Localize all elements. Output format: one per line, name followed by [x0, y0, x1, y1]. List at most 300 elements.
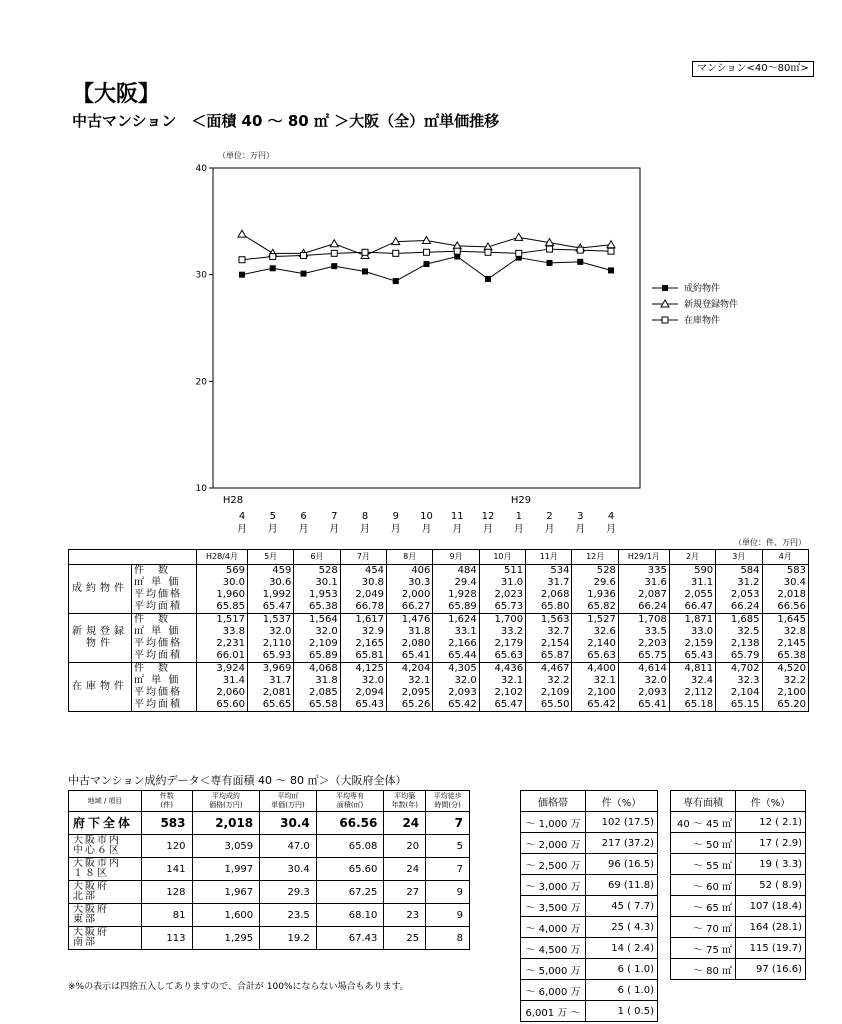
- row-label: 件 数: [132, 663, 197, 676]
- summary-cell: 7: [426, 858, 470, 881]
- table-cell: 1,537: [247, 614, 293, 627]
- summary-cell: 65.08: [316, 835, 384, 858]
- table-cell: 32.0: [247, 626, 293, 638]
- x-tick-label: 5: [269, 511, 276, 522]
- x-tick-label: 6: [300, 511, 307, 522]
- data-point: [515, 233, 523, 240]
- data-point: [577, 259, 583, 265]
- x-tick-label: 7: [331, 511, 338, 522]
- table-cell: 2,100: [572, 687, 618, 699]
- table-cell: 66.01: [197, 650, 248, 663]
- table-cell: 31.8: [294, 675, 340, 687]
- table-cell: 2,023: [479, 589, 525, 601]
- band-value: 1 ( 0.5): [586, 1001, 658, 1022]
- row-label: 平均価格: [132, 687, 197, 699]
- summary-cell: 8: [426, 927, 470, 950]
- y-tick-label: 30: [195, 270, 207, 281]
- table-cell: 4,702: [716, 663, 762, 676]
- table-cell: 1,936: [572, 589, 618, 601]
- plot-area: [213, 168, 640, 488]
- band-value: 19 ( 3.3): [736, 854, 806, 875]
- summary-cell: 23: [384, 904, 426, 927]
- data-point: [270, 254, 276, 260]
- table-cell: 2,081: [247, 687, 293, 699]
- summary-cell: 67.25: [316, 881, 384, 904]
- table-cell: 2,165: [340, 638, 386, 650]
- table-cell: 1,476: [387, 614, 433, 627]
- summary-region: 大阪府 北部: [69, 881, 142, 904]
- table-cell: 65.26: [387, 699, 433, 712]
- summary-header: 平均専有 面積(㎡): [316, 791, 384, 812]
- table-cell: 4,068: [294, 663, 340, 676]
- table-cell: 459: [247, 565, 293, 578]
- table-cell: 66.56: [762, 601, 808, 614]
- band-value: 52 ( 8.9): [736, 875, 806, 896]
- band-label: ～ 70 ㎡: [671, 917, 736, 938]
- band-value: 17 ( 2.9): [736, 833, 806, 854]
- x-tick-month: 月: [452, 524, 463, 535]
- summary-cell: 25: [384, 927, 426, 950]
- x-tick-label: 11: [450, 511, 464, 522]
- table-cell: 1,871: [669, 614, 715, 627]
- summary-cell: 5: [426, 835, 470, 858]
- summary-cell: 1,967: [192, 881, 260, 904]
- x-tick-month: 月: [544, 524, 555, 535]
- x-tick-month: 月: [237, 524, 247, 535]
- table-cell: 65.63: [479, 650, 525, 663]
- table-cell: 33.0: [669, 626, 715, 638]
- data-point: [270, 265, 276, 271]
- row-label: 平均価格: [132, 589, 197, 601]
- row-label: 件 数: [132, 565, 197, 578]
- y-tick-label: 20: [195, 377, 207, 388]
- table-cell: 65.44: [433, 650, 479, 663]
- table-corner: [69, 550, 197, 565]
- table-cell: 4,436: [479, 663, 525, 676]
- summary-cell: 1,997: [192, 858, 260, 881]
- column-header: 4月: [762, 550, 808, 565]
- band-label: ～ 3,500 万: [521, 896, 586, 917]
- table-cell: 2,095: [387, 687, 433, 699]
- table-cell: 590: [669, 565, 715, 578]
- table-cell: 335: [618, 565, 669, 578]
- table-cell: 1,708: [618, 614, 669, 627]
- column-header: 12月: [572, 550, 618, 565]
- x-tick-month: 月: [298, 524, 309, 535]
- table-cell: 32.9: [340, 626, 386, 638]
- table-cell: 32.0: [433, 675, 479, 687]
- table-cell: 1,685: [716, 614, 762, 627]
- x-tick-month: 月: [513, 524, 524, 535]
- table-cell: 2,018: [762, 589, 808, 601]
- table-cell: 1,564: [294, 614, 340, 627]
- table-cell: 2,145: [762, 638, 808, 650]
- table-cell: 2,093: [618, 687, 669, 699]
- band-header: 件（%）: [736, 791, 806, 812]
- band-label: ～ 5,000 万: [521, 959, 586, 980]
- summary-cell: 19.2: [260, 927, 317, 950]
- band-value: 107 (18.4): [736, 896, 806, 917]
- summary-header: 平均築 年数(年): [384, 791, 426, 812]
- table-cell: 33.2: [479, 626, 525, 638]
- band-label: ～ 4,500 万: [521, 938, 586, 959]
- region-title: 【大阪】: [72, 82, 161, 107]
- table-cell: 2,102: [479, 687, 525, 699]
- table-cell: 1,563: [526, 614, 572, 627]
- x-tick-label: 10: [420, 511, 433, 522]
- band-header: 専有面積: [671, 791, 736, 812]
- table-cell: 4,400: [572, 663, 618, 676]
- row-label: 平均面積: [132, 650, 197, 663]
- summary-header: 平均㎡ 単価(万円): [260, 791, 317, 812]
- column-header: 6月: [294, 550, 340, 565]
- data-point: [331, 250, 337, 256]
- row-label: ㎡ 単 価: [132, 577, 197, 589]
- table-cell: 2,060: [197, 687, 248, 699]
- column-header: 11月: [526, 550, 572, 565]
- table-cell: 2,085: [294, 687, 340, 699]
- band-label: ～ 65 ㎡: [671, 896, 736, 917]
- table-cell: 1,700: [479, 614, 525, 627]
- data-point: [423, 237, 431, 244]
- table-cell: 32.0: [294, 626, 340, 638]
- table-cell: 2,049: [340, 589, 386, 601]
- band-value: 217 (37.2): [586, 833, 658, 854]
- summary-header: 地域 / 項目: [69, 791, 142, 812]
- band-label: 40 ～ 45 ㎡: [671, 812, 736, 833]
- table-cell: 65.63: [572, 650, 618, 663]
- table-cell: 2,231: [197, 638, 248, 650]
- band-value: 164 (28.1): [736, 917, 806, 938]
- table-cell: 4,125: [340, 663, 386, 676]
- x-tick-label: 8: [361, 511, 369, 522]
- x-tick-month: 月: [360, 524, 370, 535]
- y-tick-label: 10: [195, 484, 207, 494]
- table-cell: 31.7: [247, 675, 293, 687]
- summary-cell: 9: [426, 881, 470, 904]
- band-value: 115 (19.7): [736, 938, 806, 959]
- data-point: [301, 252, 307, 258]
- monthly-table: [68, 549, 809, 712]
- data-point: [485, 249, 491, 255]
- band-value: 69 (11.8): [586, 875, 658, 896]
- table-cell: 2,159: [669, 638, 715, 650]
- table-cell: 31.8: [387, 626, 433, 638]
- summary-cell: 128: [142, 881, 193, 904]
- category-tag: マンション<40～80㎡>: [692, 61, 814, 77]
- table-cell: 1,992: [247, 589, 293, 601]
- table-cell: 3,924: [197, 663, 248, 676]
- summary-header: 平均徒歩 時間(分): [426, 791, 470, 812]
- data-point: [516, 250, 522, 256]
- table-cell: 511: [479, 565, 525, 578]
- table-cell: 30.4: [762, 577, 808, 589]
- column-header: H29/1月: [618, 550, 669, 565]
- table-cell: 30.6: [247, 577, 293, 589]
- summary-region: 大阪府 南部: [69, 927, 142, 950]
- table-cell: 65.85: [197, 601, 248, 614]
- table-cell: 65.43: [669, 650, 715, 663]
- summary-cell: 23.5: [260, 904, 317, 927]
- row-group-label: 新規登録物件: [69, 614, 132, 663]
- legend-label: 在庫物件: [684, 316, 721, 326]
- summary-cell: 66.56: [316, 812, 384, 835]
- table-cell: 30.1: [294, 577, 340, 589]
- table-cell: 534: [526, 565, 572, 578]
- table-cell: 2,179: [479, 638, 525, 650]
- summary-cell: 30.4: [260, 858, 317, 881]
- table-cell: 33.8: [197, 626, 248, 638]
- table-cell: 1,645: [762, 614, 808, 627]
- column-header: 8月: [387, 550, 433, 565]
- summary-cell: 67.43: [316, 927, 384, 950]
- y-tick-label: 40: [195, 164, 207, 174]
- table-cell: 65.18: [669, 699, 715, 712]
- table-cell: 2,055: [669, 589, 715, 601]
- table-cell: 2,140: [572, 638, 618, 650]
- summary-header: 平均成約 価格(万円): [192, 791, 260, 812]
- data-point: [608, 248, 614, 254]
- band-value: 96 (16.5): [586, 854, 658, 875]
- x-tick-month: 月: [606, 524, 616, 535]
- band-header: 価格帯: [521, 791, 586, 812]
- table-cell: 31.6: [618, 577, 669, 589]
- table-cell: 65.60: [197, 699, 248, 712]
- table-cell: 65.65: [247, 699, 293, 712]
- table-cell: 528: [572, 565, 618, 578]
- table-cell: 65.82: [572, 601, 618, 614]
- table-cell: 33.1: [433, 626, 479, 638]
- summary-cell: 120: [142, 835, 193, 858]
- summary-cell: 47.0: [260, 835, 317, 858]
- summary-region: 大阪府 東部: [69, 904, 142, 927]
- table-cell: 31.1: [669, 577, 715, 589]
- x-tick-month: 月: [421, 524, 432, 535]
- summary-cell: 9: [426, 904, 470, 927]
- table-cell: 4,520: [762, 663, 808, 676]
- table-cell: 32.3: [716, 675, 762, 687]
- table-cell: 65.89: [294, 650, 340, 663]
- x-tick-label: 9: [392, 511, 399, 522]
- table-cell: 569: [197, 565, 248, 578]
- data-point: [454, 248, 460, 254]
- table-cell: 30.3: [387, 577, 433, 589]
- data-point: [331, 263, 337, 269]
- x-tick-month: 月: [329, 524, 340, 535]
- row-group-label: 成約物件: [69, 565, 132, 614]
- summary-cell: 141: [142, 858, 193, 881]
- data-point: [330, 240, 338, 247]
- band-label: ～ 6,000 万: [521, 980, 586, 1001]
- summary-region: 大阪市内 １８区: [69, 858, 142, 881]
- table-cell: 2,093: [433, 687, 479, 699]
- x-tick-label: 1: [515, 511, 522, 522]
- table-cell: 65.20: [762, 699, 808, 712]
- summary-cell: 68.10: [316, 904, 384, 927]
- data-point: [547, 260, 553, 266]
- table-cell: 1,953: [294, 589, 340, 601]
- table-cell: 2,154: [526, 638, 572, 650]
- table-cell: 65.50: [526, 699, 572, 712]
- table-cell: 32.8: [762, 626, 808, 638]
- band-value: 6 ( 1.0): [586, 980, 658, 1001]
- table-cell: 66.27: [387, 601, 433, 614]
- summary-note: ※%の表示は四捨五入してありますので、合計が 100%にならない場合もあります。: [68, 982, 409, 992]
- table-cell: 2,000: [387, 589, 433, 601]
- table-cell: 2,138: [716, 638, 762, 650]
- table-cell: 4,467: [526, 663, 572, 676]
- table-cell: 2,110: [247, 638, 293, 650]
- band-value: 25 ( 4.3): [586, 917, 658, 938]
- x-tick-label: 2: [546, 511, 553, 522]
- row-group-label: 在庫物件: [69, 663, 132, 712]
- table-cell: 65.80: [526, 601, 572, 614]
- table-cell: 4,305: [433, 663, 479, 676]
- data-point: [238, 230, 246, 237]
- table-cell: 65.87: [526, 650, 572, 663]
- x-tick-label: 4: [607, 511, 615, 522]
- x-tick-label: 4: [238, 511, 246, 522]
- table-cell: 30.8: [340, 577, 386, 589]
- table-cell: 33.5: [618, 626, 669, 638]
- table-cell: 32.2: [762, 675, 808, 687]
- row-label: 平均面積: [132, 699, 197, 712]
- table-cell: 484: [433, 565, 479, 578]
- table-cell: 32.4: [669, 675, 715, 687]
- legend-marker: [662, 317, 668, 323]
- summary-cell: 3,059: [192, 835, 260, 858]
- data-point: [424, 261, 430, 267]
- table-cell: 4,811: [669, 663, 715, 676]
- band-value: 12 ( 2.1): [736, 812, 806, 833]
- table-cell: 65.89: [433, 601, 479, 614]
- table-cell: 32.1: [387, 675, 433, 687]
- table-cell: 65.41: [618, 699, 669, 712]
- column-header: 9月: [433, 550, 479, 565]
- band-label: ～ 2,500 万: [521, 854, 586, 875]
- data-point: [607, 241, 615, 248]
- table-cell: 65.38: [294, 601, 340, 614]
- data-point: [485, 276, 491, 282]
- table-cell: 2,100: [762, 687, 808, 699]
- table-cell: 66.24: [716, 601, 762, 614]
- table-cell: 65.81: [340, 650, 386, 663]
- table-cell: 65.58: [294, 699, 340, 712]
- table-cell: 583: [762, 565, 808, 578]
- table-cell: 66.78: [340, 601, 386, 614]
- band-label: ～ 80 ㎡: [671, 959, 736, 980]
- summary-cell: 30.4: [260, 812, 317, 835]
- data-point: [239, 272, 245, 278]
- area-band-table: [670, 790, 806, 980]
- table-cell: 65.93: [247, 650, 293, 663]
- table-cell: 2,112: [669, 687, 715, 699]
- table-cell: 65.42: [572, 699, 618, 712]
- band-value: 102 (17.5): [586, 812, 658, 833]
- table-cell: 66.24: [618, 601, 669, 614]
- x-tick-label: 12: [481, 511, 495, 522]
- table-cell: 528: [294, 565, 340, 578]
- table-cell: 31.0: [479, 577, 525, 589]
- table-cell: 2,068: [526, 589, 572, 601]
- table-cell: 4,204: [387, 663, 433, 676]
- band-label: ～ 75 ㎡: [671, 938, 736, 959]
- table-cell: 32.0: [618, 675, 669, 687]
- summary-header: 件数 (件): [142, 791, 193, 812]
- legend-label: 新規登録物件: [684, 300, 739, 310]
- table-cell: 65.47: [247, 601, 293, 614]
- summary-cell: 2,018: [192, 812, 260, 835]
- table-cell: 2,104: [716, 687, 762, 699]
- summary-cell: 583: [142, 812, 193, 835]
- table-cell: 1,527: [572, 614, 618, 627]
- table-cell: 66.47: [669, 601, 715, 614]
- table-cell: 32.1: [479, 675, 525, 687]
- table-cell: 2,166: [433, 638, 479, 650]
- summary-cell: 27: [384, 881, 426, 904]
- band-label: ～ 2,000 万: [521, 833, 586, 854]
- table-cell: 65.79: [716, 650, 762, 663]
- data-point: [577, 247, 583, 253]
- x-tick-month: 月: [390, 524, 401, 535]
- table-cell: 2,203: [618, 638, 669, 650]
- band-label: 6,001 万 ～: [521, 1001, 586, 1022]
- table-cell: 32.7: [526, 626, 572, 638]
- table-cell: 2,053: [716, 589, 762, 601]
- table-cell: 65.38: [762, 650, 808, 663]
- table-cell: 31.4: [197, 675, 248, 687]
- table-cell: 29.4: [433, 577, 479, 589]
- table-cell: 32.2: [526, 675, 572, 687]
- band-label: ～ 1,000 万: [521, 812, 586, 833]
- table-cell: 32.0: [340, 675, 386, 687]
- table-cell: 1,960: [197, 589, 248, 601]
- band-value: 97 (16.6): [736, 959, 806, 980]
- table-unit-label: （単位：件、万円）: [734, 538, 806, 547]
- summary-region: 府下全体: [69, 812, 142, 835]
- table-cell: 32.1: [572, 675, 618, 687]
- table-cell: 3,969: [247, 663, 293, 676]
- row-label: 平均面積: [132, 601, 197, 614]
- table-cell: 584: [716, 565, 762, 578]
- table-cell: 1,624: [433, 614, 479, 627]
- series-line-1: [242, 257, 611, 282]
- column-header: 5月: [247, 550, 293, 565]
- x-tick-month: 月: [267, 524, 278, 535]
- x-year-label: H29: [510, 495, 532, 506]
- x-tick-month: 月: [575, 524, 586, 535]
- row-label: ㎡ 単 価: [132, 675, 197, 687]
- summary-region: 大阪市内 中心６区: [69, 835, 142, 858]
- table-cell: 65.43: [340, 699, 386, 712]
- summary-table: [68, 790, 470, 950]
- summary-cell: 24: [384, 858, 426, 881]
- table-cell: 406: [387, 565, 433, 578]
- table-cell: 65.75: [618, 650, 669, 663]
- x-tick-month: 月: [483, 524, 493, 535]
- table-cell: 2,109: [526, 687, 572, 699]
- band-value: 14 ( 2.4): [586, 938, 658, 959]
- summary-cell: 113: [142, 927, 193, 950]
- table-cell: 31.7: [526, 577, 572, 589]
- table-cell: 65.15: [716, 699, 762, 712]
- chart-unit-label: （単位：万円）: [218, 151, 274, 160]
- table-cell: 2,109: [294, 638, 340, 650]
- summary-cell: 20: [384, 835, 426, 858]
- column-header: 7月: [340, 550, 386, 565]
- summary-cell: 24: [384, 812, 426, 835]
- summary-cell: 1,295: [192, 927, 260, 950]
